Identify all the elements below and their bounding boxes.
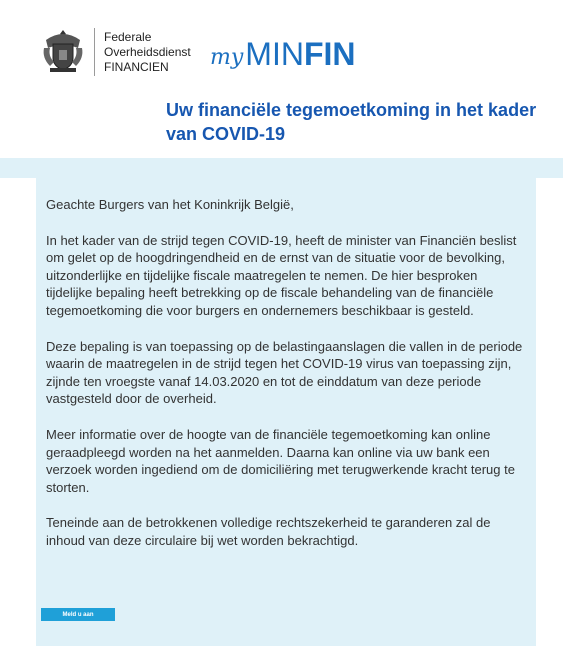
logo-fin: FIN xyxy=(303,36,356,72)
paragraph-1: In het kader van de strijd tegen COVID-19, heeft de minister van Financiën beslist om gelet op de hoogdringendheid en de ernst van de situatie voor de bevolking, uitzonderlijke en tijdelijke fiscale maatregelen te nemen. De hier besproken tijdelijke bepaling heeft betrekking op de fiscale behandeling van de financiële tegemoetkoming die voor burgers en ondernemers beschikbaar is gesteld. xyxy=(46,232,517,318)
header-band xyxy=(0,158,563,178)
logo-my: my xyxy=(210,45,244,70)
agency-line-1: Federale xyxy=(104,30,152,44)
agency-name xyxy=(104,30,191,75)
greeting: Geachte Burgers van het Koninkrijk België, xyxy=(46,197,294,212)
message-body xyxy=(36,178,536,646)
agency-line-2: Overheidsdienst xyxy=(104,45,191,59)
page-title: Uw financiële tegemoetkoming in het kader van COVID-19 xyxy=(166,100,537,144)
paragraph-3: Meer informatie over de hoogte van de financiële tegemoetkoming kan online geraadpleegd worden na het aanmelden. Daarna kan online via uw bank een verzoek worden ingediend om de domiciliëring met terugwerkende kracht terug te storten. xyxy=(46,426,515,495)
myminfin-logo xyxy=(210,32,356,72)
email-header xyxy=(0,0,563,158)
agency-line-3: FINANCIEN xyxy=(104,60,169,74)
logo-min: MIN xyxy=(245,36,304,72)
paragraph-2: Deze bepaling is van toepassing op de belastingaanslagen die vallen in de periode waarin de maatregelen in de strijd tegen het COVID-19 virus van toepassing zijn, zijnde ten vroegste vanaf 14.03.2020 en tot de einddatum van deze periode vastgesteld door de overheid. xyxy=(46,338,523,407)
header-divider xyxy=(94,28,95,76)
login-button[interactable]: Meld u aan xyxy=(41,608,115,621)
belgian-coat-of-arms-icon xyxy=(38,26,88,76)
paragraph-4: Teneinde aan de betrokkenen volledige rechtszekerheid te garanderen zal de inhoud van deze circulaire bij wet worden bekrachtigd. xyxy=(46,515,491,548)
